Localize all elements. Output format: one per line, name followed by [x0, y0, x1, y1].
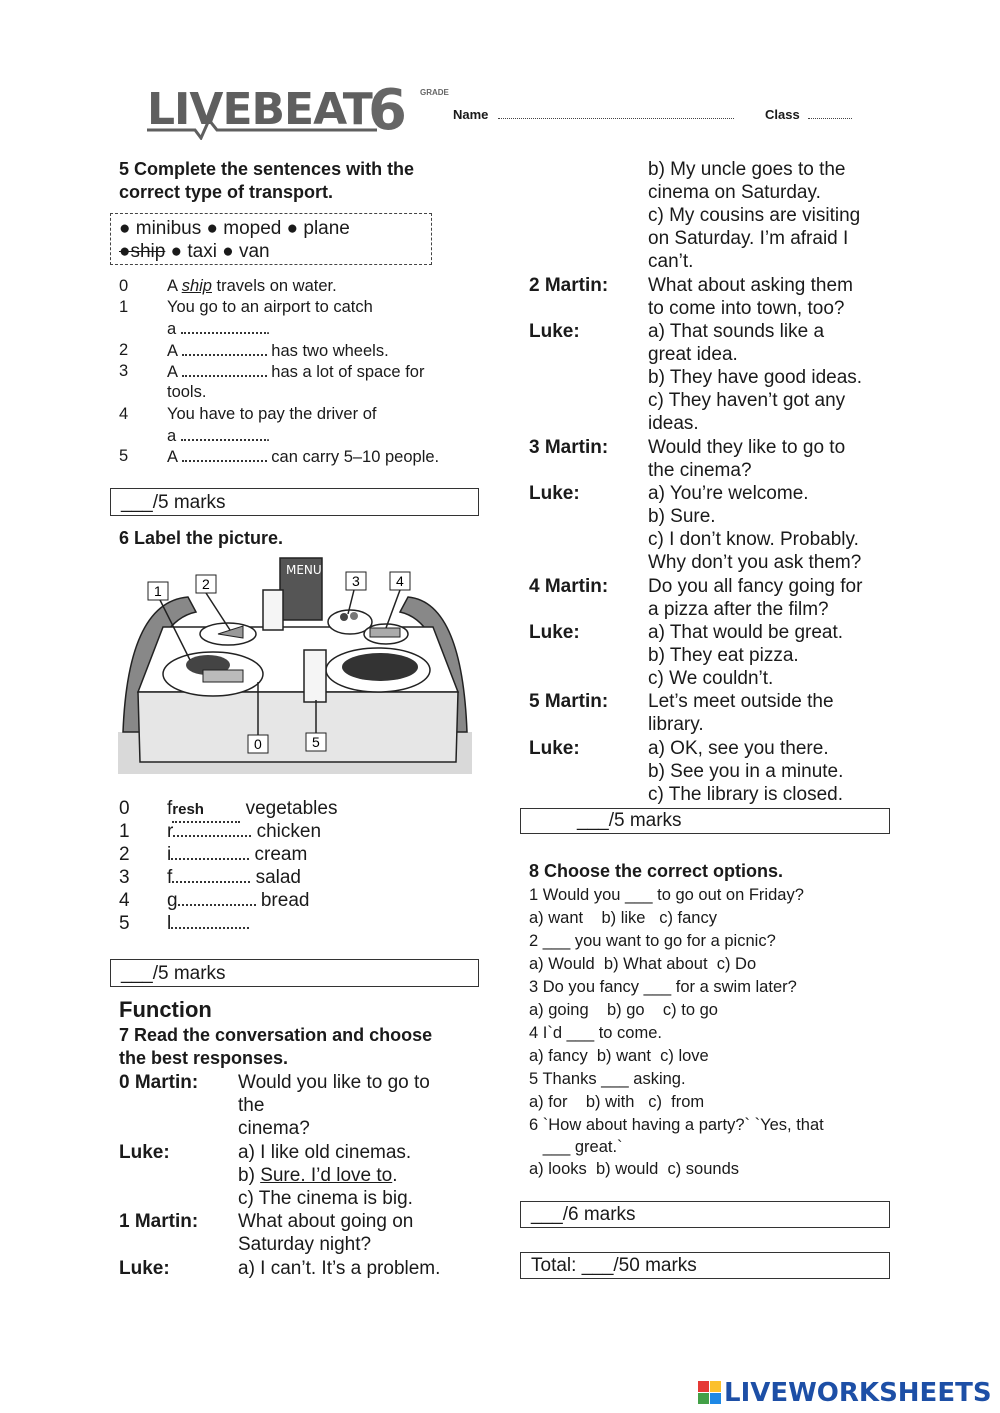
- item-start-letter: f: [167, 867, 173, 888]
- example-answer: resh: [172, 798, 240, 823]
- label-0: 0: [254, 736, 262, 752]
- option-c-cont: can’t.: [648, 251, 694, 272]
- option-a[interactable]: a) OK, see you there.: [648, 738, 829, 759]
- answer-blank[interactable]: [178, 890, 256, 906]
- dialogue-line: Would you like to go to: [238, 1072, 430, 1093]
- example-answer: ship: [181, 277, 212, 295]
- option-a[interactable]: a) That would be great.: [648, 622, 844, 643]
- item-text: .: [265, 320, 271, 338]
- label-5: 5: [312, 734, 320, 750]
- item-text: A: [167, 342, 182, 360]
- item-text: vegetables: [245, 798, 338, 819]
- answer-blank[interactable]: [181, 318, 266, 334]
- class-field[interactable]: [808, 118, 852, 119]
- option-c[interactable]: c) My cousins are visiting: [648, 205, 861, 226]
- label-3: 3: [352, 573, 360, 589]
- item-number: 4: [119, 890, 130, 911]
- item-number: 5: [119, 913, 130, 934]
- item-text: A: [167, 277, 182, 295]
- item-number: 2: [119, 844, 130, 865]
- option-b-cont: cinema on Saturday.: [648, 182, 821, 203]
- question-cont: ___ great.`: [529, 1138, 623, 1156]
- speaker-label: 1 Martin:: [119, 1211, 199, 1232]
- dialogue-line: What about asking them: [648, 275, 853, 296]
- options[interactable]: a) want b) like c) fancy: [529, 909, 717, 927]
- question: 2 ___ you want to go for a picnic?: [529, 932, 776, 950]
- ex5-title-line1: 5 Complete the sentences with the: [119, 159, 415, 179]
- restaurant-table-picture: [118, 552, 472, 774]
- item-start-letter: l: [167, 913, 172, 934]
- item-text: cream: [254, 844, 308, 865]
- word-box-rest: ● taxi ● van: [165, 241, 270, 262]
- option-b[interactable]: b) Sure. I’d love to.: [238, 1165, 398, 1186]
- dialogue-line: Let’s meet outside the: [648, 691, 834, 712]
- question: 6 `How about having a party?` `Yes, that: [529, 1116, 824, 1134]
- item-text: A: [167, 363, 182, 381]
- option-b[interactable]: b) They have good ideas.: [648, 367, 863, 388]
- option-a-cont: great idea.: [648, 344, 738, 365]
- ex5-marks-box: ___/5 marks: [110, 488, 479, 516]
- answer-blank[interactable]: [172, 867, 250, 883]
- word-ship-crossed: ●ship: [119, 241, 166, 262]
- dialogue-line: the cinema?: [648, 460, 752, 481]
- option-b[interactable]: b) My uncle goes to the: [648, 159, 846, 180]
- question: 1 Would you ___ to go out on Friday?: [529, 886, 804, 904]
- name-label: Name: [453, 107, 489, 122]
- item-number: 1: [119, 298, 129, 316]
- dialogue-line: a pizza after the film?: [648, 599, 829, 620]
- ex8-marks-box: ___/6 marks: [520, 1201, 890, 1228]
- item-text: You go to an airport to catch: [167, 298, 373, 316]
- menu-text: MENU: [286, 563, 322, 577]
- ex5-title-line2: correct type of transport.: [119, 182, 334, 202]
- item-number: 4: [119, 405, 129, 423]
- speaker-label: Luke:: [529, 483, 580, 504]
- word-box-line2: [119, 240, 270, 263]
- ex6-items: [119, 797, 479, 937]
- item-start-letter: f: [167, 798, 173, 819]
- speaker-label: Luke:: [529, 738, 580, 759]
- name-field[interactable]: [498, 118, 734, 119]
- ex7-marks-box: ___/5 marks: [520, 808, 890, 834]
- speaker-label: Luke:: [529, 321, 580, 342]
- answer-blank[interactable]: [171, 844, 249, 860]
- ex7-dialogue-right: [529, 158, 894, 808]
- speaker-label: 2 Martin:: [529, 275, 609, 296]
- liveworksheets-watermark: LIVEWORKSHEETS: [724, 1378, 992, 1408]
- item-text: a: [167, 427, 181, 445]
- label-4: 4: [396, 573, 404, 589]
- dialogue-line: library.: [648, 714, 704, 735]
- option-c-cont: ideas.: [648, 413, 699, 434]
- options[interactable]: a) Would b) What about c) Do: [529, 955, 757, 973]
- item-number: 2: [119, 341, 129, 359]
- item-text: chicken: [256, 821, 322, 842]
- item-text: a: [167, 320, 181, 338]
- options[interactable]: a) for b) with c) from: [529, 1093, 705, 1111]
- answer-blank[interactable]: [182, 361, 267, 377]
- option-c-cont: on Saturday. I’m afraid I: [648, 228, 849, 249]
- option-a[interactable]: a) I can’t. It’s a problem.: [238, 1258, 441, 1279]
- answer-blank[interactable]: [173, 821, 251, 837]
- option-c[interactable]: c) They haven’t got any: [648, 390, 846, 411]
- item-text: has two wheels.: [266, 342, 389, 360]
- question: 4 I`d ___ to come.: [529, 1024, 662, 1042]
- class-label: Class: [765, 107, 800, 122]
- liveworksheets-logo-icon: [698, 1381, 722, 1405]
- answer-blank[interactable]: [181, 425, 266, 441]
- options[interactable]: a) looks b) would c) sounds: [529, 1160, 740, 1178]
- item-text: bread: [260, 890, 310, 911]
- item-number: 0: [119, 798, 130, 819]
- item-number: 3: [119, 867, 130, 888]
- option-c-cont: Why don’t you ask them?: [648, 552, 862, 573]
- item-number: 3: [119, 362, 129, 380]
- speaker-label: Luke:: [119, 1142, 170, 1163]
- option-c[interactable]: c) The cinema is big.: [238, 1188, 413, 1209]
- option-a[interactable]: a) You’re welcome.: [648, 483, 809, 504]
- livebeat-logo: LIVEBEAT: [147, 84, 372, 135]
- option-c[interactable]: c) We couldn’t.: [648, 668, 774, 689]
- item-text: travels on water.: [211, 277, 337, 295]
- item-text: can carry 5–10 people.: [266, 448, 440, 466]
- speaker-label: 3 Martin:: [529, 437, 609, 458]
- answer-blank[interactable]: [171, 913, 249, 929]
- option-c[interactable]: c) The library is closed.: [648, 784, 843, 805]
- section-heading-function: Function: [119, 997, 212, 1022]
- dialogue-line: to come into town, too?: [648, 298, 845, 319]
- dialogue-line: the: [238, 1095, 265, 1116]
- ex7-title-line1: 7 Read the conversation and choose: [119, 1025, 433, 1045]
- option-b[interactable]: b) See you in a minute.: [648, 761, 844, 782]
- question: 5 Thanks ___ asking.: [529, 1070, 686, 1088]
- answer-blank[interactable]: [182, 340, 267, 356]
- speaker-label: Luke:: [119, 1258, 170, 1279]
- item-start-letter: r: [167, 821, 174, 842]
- option-c[interactable]: c) I don’t know. Probably.: [648, 529, 859, 550]
- ex7-dialogue-left: [119, 1071, 479, 1286]
- dialogue-line: cinema?: [238, 1118, 310, 1139]
- option-a[interactable]: a) That sounds like a: [648, 321, 825, 342]
- question: 3 Do you fancy ___ for a swim later?: [529, 978, 797, 996]
- answer-blank[interactable]: [182, 446, 267, 462]
- item-start-letter: g: [167, 890, 178, 911]
- ex8-title: 8 Choose the correct options.: [529, 861, 784, 881]
- item-text: A: [167, 448, 182, 466]
- ex8-items: [529, 885, 889, 1185]
- speaker-label: Luke:: [529, 622, 580, 643]
- option-a[interactable]: a) I like old cinemas.: [238, 1142, 412, 1163]
- example-answer: Sure. I’d love to: [260, 1165, 393, 1186]
- speaker-label: 4 Martin:: [529, 576, 609, 597]
- item-start-letter: i: [167, 844, 172, 865]
- logo-grade-number: 6: [368, 78, 407, 143]
- dialogue-line: Would they like to go to: [648, 437, 846, 458]
- label-2: 2: [202, 576, 210, 592]
- ex6-title: 6 Label the picture.: [119, 528, 284, 548]
- option-b[interactable]: b) They eat pizza.: [648, 645, 799, 666]
- item-number: 0: [119, 277, 129, 295]
- item-text: tools.: [167, 383, 207, 401]
- item-number: 5: [119, 447, 129, 465]
- option-b[interactable]: b) Sure.: [648, 506, 716, 527]
- total-marks-box: Total: ___/50 marks: [520, 1252, 890, 1279]
- ex6-marks-box: ___/5 marks: [110, 959, 479, 987]
- speaker-label: 5 Martin:: [529, 691, 609, 712]
- word-box-line1: ● minibus ● moped ● plane: [119, 218, 350, 239]
- options[interactable]: a) going b) go c) to go: [529, 1001, 718, 1019]
- item-text: .: [265, 427, 271, 445]
- dialogue-line: Do you all fancy going for: [648, 576, 863, 597]
- item-text: You have to pay the driver of: [167, 405, 377, 423]
- dialogue-line: What about going on: [238, 1211, 414, 1232]
- ex7-title-line2: the best responses.: [119, 1048, 289, 1068]
- dialogue-line: Saturday night?: [238, 1234, 372, 1255]
- item-text: salad: [255, 867, 301, 888]
- logo-grade-label: GRADE: [420, 88, 449, 97]
- options[interactable]: a) fancy b) want c) love: [529, 1047, 709, 1065]
- label-1: 1: [154, 583, 162, 599]
- speaker-label: 0 Martin:: [119, 1072, 199, 1093]
- logo-pulse-line: [147, 118, 377, 140]
- item-text: has a lot of space for: [266, 363, 425, 381]
- item-number: 1: [119, 821, 130, 842]
